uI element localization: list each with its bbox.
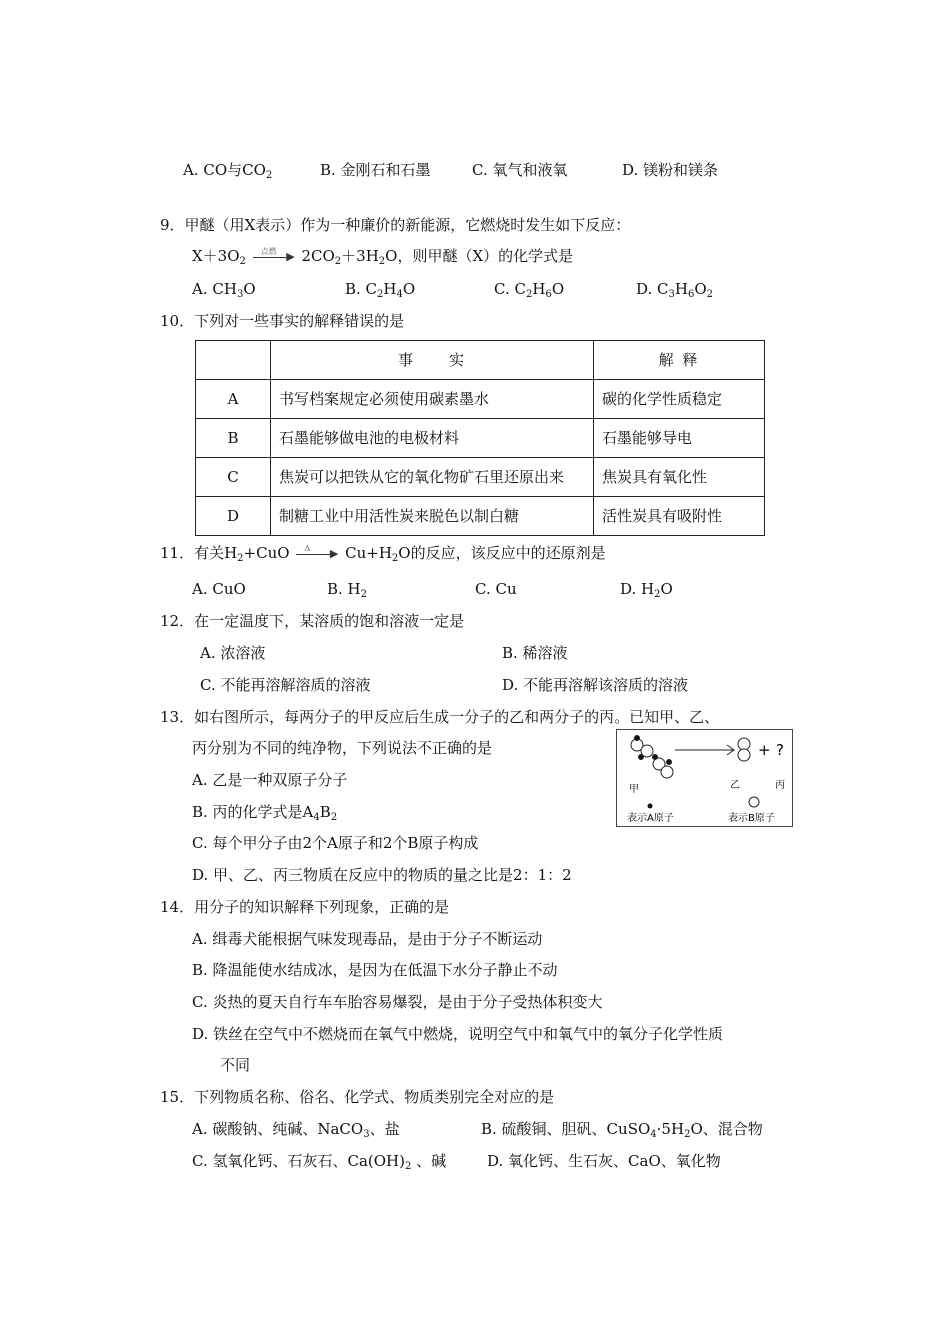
q12-option-c: C. 不能再溶解溶质的溶液 <box>200 676 371 694</box>
row-explain: 碳的化学性质稳定 <box>594 380 765 419</box>
q13-option-d: D. 甲、乙、丙三物质在反应中的物质的量之比是2：1：2 <box>192 866 572 884</box>
row-label: A <box>196 380 271 419</box>
row-explain: 石墨能够导电 <box>594 419 765 458</box>
row-explain: 活性炭具有吸附性 <box>594 497 765 536</box>
label-yi: 乙 <box>730 780 740 791</box>
q13-option-b: B. 丙的化学式是$A_4B_2$ <box>192 803 338 823</box>
table-header-cell: 解 释 <box>594 341 765 380</box>
table-row <box>196 458 765 497</box>
table-row <box>196 497 765 536</box>
q14-option-a: A. 缉毒犬能根据气味发现毒品，是由于分子不断运动 <box>192 930 543 948</box>
row-label: C <box>196 458 271 497</box>
legend-a-label: 表示A原子 <box>627 813 674 824</box>
q13-stem-line2: 丙分别为不同的纯净物，下列说法不正确的是 <box>192 739 493 757</box>
q9-option-b: B. $C_2H_4O$ <box>345 280 416 300</box>
row-fact: 焦炭可以把铁从它的氧化物矿石里还原出来 <box>271 458 594 497</box>
q11-stem: 11．有关$H_2+CuO$ Δ ▶ $Cu+H_2O$的反应，该反应中的还原剂是 <box>160 544 606 564</box>
row-explain: 焦炭具有氧化性 <box>594 458 765 497</box>
q15-option-c: C. 氢氧化钙、石灰石、$Ca(OH)_2$ 、碱 <box>192 1152 447 1172</box>
q12-option-d: D. 不能再溶解该溶质的溶液 <box>502 676 689 694</box>
q8-option-b: B. 金刚石和石墨 <box>320 161 431 179</box>
q14-option-c: C. 炎热的夏天自行车车胎容易爆裂，是由于分子受热体积变大 <box>192 993 603 1011</box>
reaction-diagram-svg <box>617 730 792 826</box>
atom-a-legend-icon <box>648 804 653 809</box>
q14-stem: 14．用分子的知识解释下列现象，正确的是 <box>160 898 450 916</box>
q9-equation: $X+3O_2$ 点燃 ▶ $2CO_2+3H_2O$，则甲醚（X）的化学式是 <box>192 247 574 267</box>
reaction-diagram <box>616 729 793 827</box>
q9-option-d: D. $C_3H_6O_2$ <box>636 280 714 300</box>
q15-option-a: A. 碳酸钠、纯碱、NaCO$_3$、盐 <box>192 1120 400 1140</box>
q15-option-d: D. 氧化钙、生石灰、CaO、氧化物 <box>487 1152 721 1170</box>
table-header-cell <box>196 341 271 380</box>
table-header-cell: 事 实 <box>271 341 594 380</box>
arrow-icon <box>675 745 734 755</box>
q13-stem-line1: 13．如右图所示，每两分子的甲反应后生成一分子的乙和两分子的丙。已知甲、乙、 <box>160 708 720 726</box>
atom-b-legend-icon <box>749 797 759 807</box>
row-label: D <box>196 497 271 536</box>
q8-option-d: D. 镁粉和镁条 <box>622 161 719 179</box>
q8-option-c: C. 氧气和液氧 <box>472 161 568 179</box>
table-row <box>196 380 765 419</box>
legend-b-label: 表示B原子 <box>728 813 775 824</box>
row-fact: 石墨能够做电池的电极材料 <box>271 419 594 458</box>
table-row <box>196 419 765 458</box>
q15-option-b: B. 硫酸铜、胆矾、$CuSO_4\cdot 5H_2O$、混合物 <box>481 1120 763 1140</box>
reaction-arrow-icon: 点燃 ▶ <box>253 250 295 264</box>
row-fact: 书写档案规定必须使用碳素墨水 <box>271 380 594 419</box>
row-fact: 制糖工业中用活性炭来脱色以制白糖 <box>271 497 594 536</box>
q13-option-a: A. 乙是一种双原子分子 <box>192 771 348 789</box>
plus-sign: + <box>758 741 771 759</box>
q9-option-a: A. $CH_3O$ <box>192 280 256 300</box>
q14-option-d-line1: D. 铁丝在空气中不燃烧而在氧气中燃烧，说明空气中和氧气中的氧分子化学性质 <box>192 1025 724 1043</box>
facts-table <box>195 340 765 536</box>
q14-option-b: B. 降温能使水结成冰，是因为在低温下水分子静止不动 <box>192 961 558 979</box>
q12-option-a: A. 浓溶液 <box>200 644 266 662</box>
q11-option-a: A. CuO <box>192 580 246 598</box>
q11-option-c: C. Cu <box>475 580 517 598</box>
label-bing: 丙 <box>775 780 785 791</box>
q14-option-d-line2: 不同 <box>220 1056 251 1074</box>
q12-stem: 12．在一定温度下，某溶质的饱和溶液一定是 <box>160 612 465 630</box>
q9-stem: 9．甲醚（用X表示）作为一种廉价的新能源，它燃烧时发生如下反应： <box>160 216 631 234</box>
q8-option-a: A. CO与$CO_2$ <box>183 161 273 181</box>
molecule-jia <box>653 755 674 779</box>
table-header-row <box>196 341 765 380</box>
q12-option-b: B. 稀溶液 <box>502 644 568 662</box>
reaction-arrow-icon: Δ ▶ <box>296 547 338 561</box>
q15-stem: 15．下列物质名称、俗名、化学式、物质类别完全对应的是 <box>160 1088 555 1106</box>
q11-option-d: D. $H_2O$ <box>620 580 673 600</box>
question-mark: ? <box>776 741 784 759</box>
q11-option-b: B. $H_2$ <box>327 580 368 600</box>
q9-option-c: C. $C_2H_6O$ <box>494 280 565 300</box>
q13-option-c: C. 每个甲分子由2个A原子和2个B原子构成 <box>192 834 479 852</box>
molecule-yi <box>738 738 750 761</box>
molecule-jia <box>631 736 653 760</box>
q10-stem: 10．下列对一些事实的解释错误的是 <box>160 312 405 330</box>
row-label: B <box>196 419 271 458</box>
label-jia: 甲 <box>629 784 639 795</box>
